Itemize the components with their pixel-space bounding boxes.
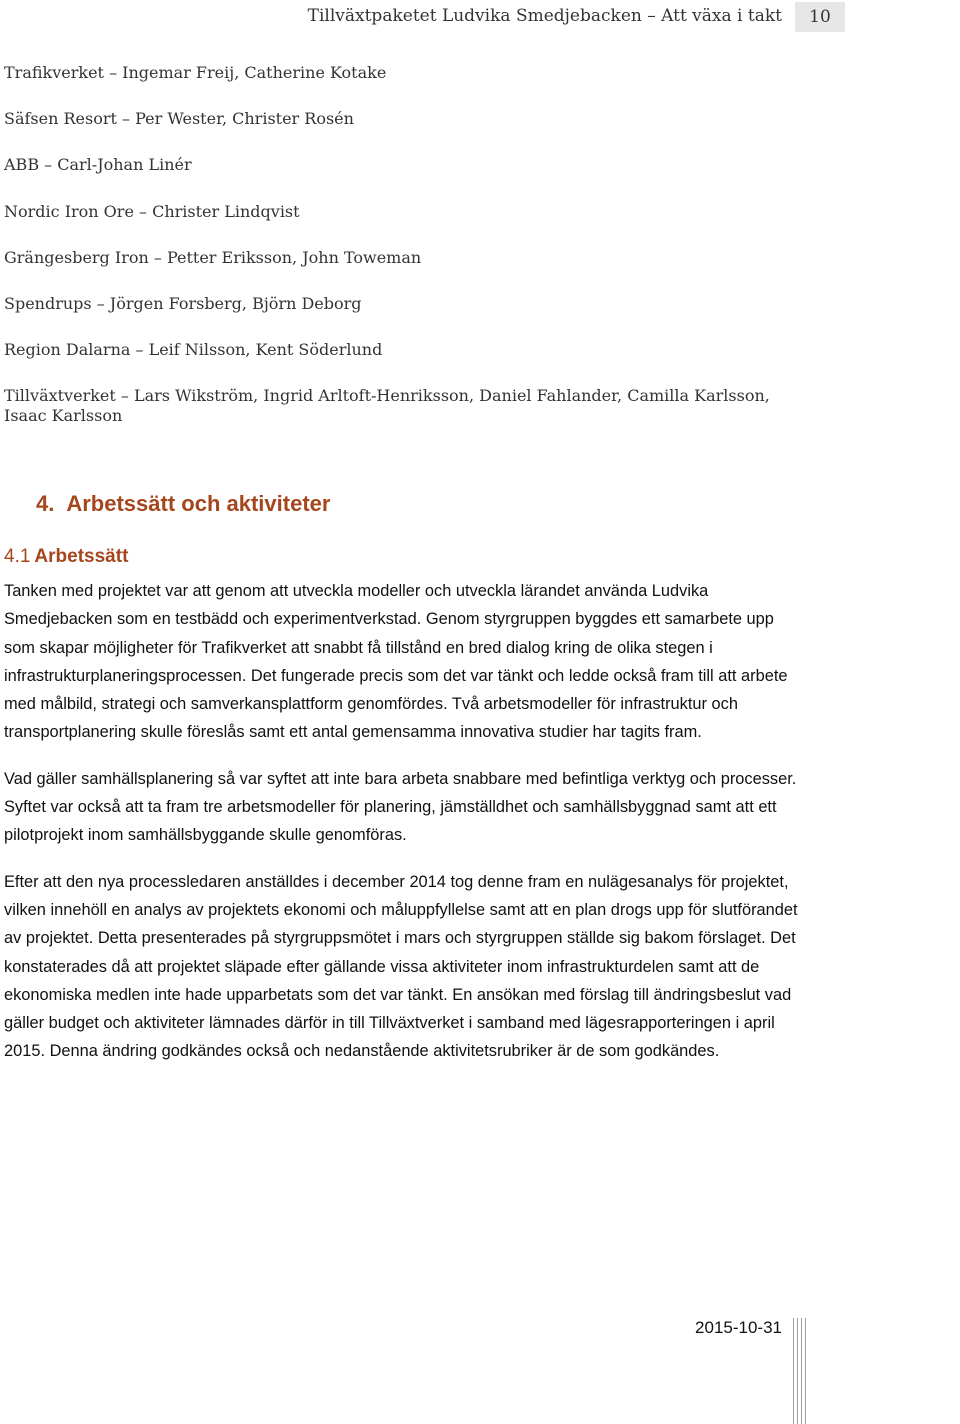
section-number: 4. [36,491,55,516]
page-number: 10 [795,2,845,32]
participant-line: Tillväxtverket – Lars Wikström, Ingrid Arltoft-Henriksson, Daniel Fahlander, Camilla Karlsson, [4,386,770,406]
participant-line: Trafikverket – Ingemar Freij, Catherine Kotake [4,63,387,82]
participant-line: Säfsen Resort – Per Wester, Christer Rosén [4,109,354,129]
footer-date: 2015-10-31 [695,1318,782,1337]
page-header [0,0,960,34]
section-title: Arbetssätt och aktiviteter [66,491,331,516]
section-heading [36,491,330,517]
subsection-heading [4,546,128,568]
body-text [4,577,804,1084]
participant-list [4,63,794,457]
subsection-number: 4.1 [4,546,31,567]
paragraph: Tanken med projektet var att genom att utveckla modeller och utveckla lärandet använda Ludvika Smedjebacken som en testbädd och experimentverkstad. Genom styrgruppen byggdes ett samarbete upp som skapar möjligheter för Trafikverket att snabbt få tillstånd en bred dialog kring de olika stegen i infrastrukturplaneringsprocessen. Det fungerade precis som det var tänkt och ledde också fram till att arbete med målbild, strategi och samverkansplattform genomfördes. Två arbetsmodeller för infrastruktur och transportplanering skulle föreslås samt ett antal gemensamma innovativa studier har tagits fram. [4,582,788,742]
participant-line: Nordic Iron Ore – Christer Lindqvist [4,201,300,221]
document-title: Tillväxtpaketet Ludvika Smedjebacken – Att växa i takt [307,6,782,26]
participant-line: Region Dalarna – Leif Nilsson, Kent Söderlund [4,340,383,360]
participant-line: Grängesberg Iron – Petter Eriksson, John Toweman [4,247,422,267]
participant-line: Spendrups – Jörgen Forsberg, Björn Deborg [4,293,362,313]
paragraph: Efter att den nya processledaren anställdes i december 2014 tog denne fram en nulägesanalys för projektet, vilken innehöll en analys av projektets ekonomi och måluppfyllelse samt att en plan drogs upp för slutförandet av projektet. Detta presenterades på styrgruppsmötet i mars och styrgruppen ställde sig bakom förslaget. Det konstaterades då att projektet släpade efter gällande vissa aktiviteter inom infrastrukturdelen samt att de ekonomiska medlen inte hade upparbetats som det var tänkt. En ansökan med förslag till ändringsbeslut vad gäller budget och aktiviteter lämnades därför in till Tillväxtverket i samband med lägesrapporteringen i april 2015. Denna ändring godkändes också och nedanstående aktivitetsrubriker är de som godkändes. [4,872,798,1061]
participant-line: Isaac Karlsson [4,406,123,426]
footer-decoration [793,1318,807,1424]
participant-line: ABB – Carl-Johan Linér [4,155,192,175]
paragraph: Vad gäller samhällsplanering så var syftet att inte bara arbeta snabbare med befintliga verktyg och processer. Syftet var också att ta fram tre arbetsmodeller för planering, jämställdhet och samhällsbyggnad samt att ett pilotprojekt inom samhällsbyggande skulle genomföras. [4,769,797,845]
subsection-title: Arbetssätt [34,546,129,567]
